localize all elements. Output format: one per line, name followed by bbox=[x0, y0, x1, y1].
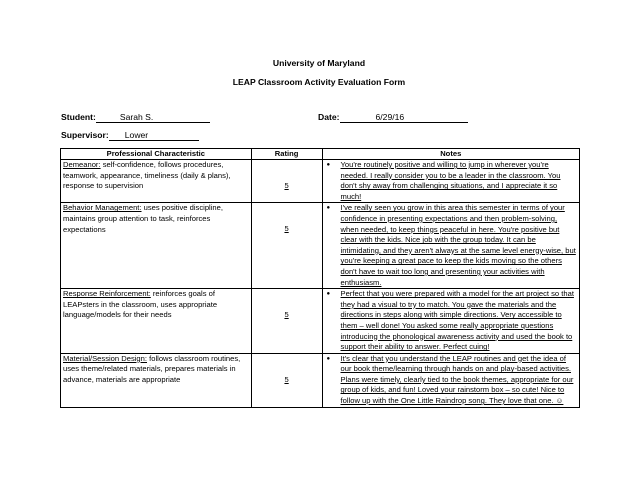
rating-value: 5 bbox=[284, 181, 289, 190]
bullet-icon: ● bbox=[326, 162, 331, 168]
rating-cell bbox=[251, 353, 322, 407]
notes-cell bbox=[322, 160, 579, 203]
note-text: Perfect that you were prepared with a model for the art project so that they had a visual to try to match. You gave the materials and the directions in steps along with simple directions. Very accessible to them – well done! You asked some really appropriate questions introducing the phonological awareness activity and used the book to support their ability to answer. Perfect cuing! bbox=[340, 289, 574, 352]
characteristic-desc: self-confidence, follows procedures, teamwork, appearance, timeliness (daily & plans), response to supervision bbox=[63, 160, 231, 191]
supervisor-label: Supervisor: bbox=[61, 130, 109, 140]
characteristic-desc: reinforces goals of LEAPsters in the classroom, uses appropriate language/models for their needs bbox=[63, 289, 218, 320]
student-field bbox=[61, 112, 210, 123]
characteristic-cell bbox=[61, 289, 252, 354]
student-label: Student: bbox=[61, 112, 96, 122]
evaluation-table bbox=[60, 148, 580, 408]
header-characteristic: Professional Characteristic bbox=[61, 149, 252, 160]
note-text: It's clear that you understand the LEAP routines and get the idea of our book theme/learning through hands on and play-based activities. Plans were timely, clearly tied to the book themes, appropriate for our group of kids, and fun! Loved your rainstorm box – so cute! Nice to follow up with the One Little Raindrop song. They love that one. ☺ bbox=[340, 353, 574, 406]
table-row bbox=[61, 203, 580, 289]
supervisor-field bbox=[61, 130, 199, 141]
characteristic-desc: uses positive discipline, maintains group attention to task, reinforces expectations bbox=[63, 203, 223, 234]
characteristic-desc: follows classroom routines, uses theme/related materials, prepares materials in advance, materials are appropriate bbox=[63, 353, 241, 384]
date-label: Date: bbox=[318, 112, 340, 122]
university-title: University of Maryland bbox=[272, 58, 366, 68]
form-title: LEAP Classroom Activity Evaluation Form bbox=[232, 77, 406, 87]
characteristic-label: Response Reinforcement: bbox=[63, 289, 151, 299]
characteristic-cell bbox=[61, 203, 252, 289]
characteristic-label: Behavior Management: bbox=[63, 203, 142, 213]
bullet-icon: ● bbox=[326, 291, 331, 298]
date-value: 6/29/16 bbox=[340, 113, 468, 123]
notes-cell bbox=[322, 353, 579, 407]
header-notes: Notes bbox=[322, 149, 579, 160]
characteristic-cell bbox=[61, 353, 252, 407]
notes-cell bbox=[322, 289, 579, 354]
characteristic-cell bbox=[61, 160, 252, 203]
table-header-row bbox=[61, 149, 580, 160]
rating-cell bbox=[251, 160, 322, 203]
rating-value: 5 bbox=[284, 310, 289, 320]
rating-cell bbox=[251, 203, 322, 289]
table-row bbox=[61, 160, 580, 203]
bullet-icon: ● bbox=[326, 355, 331, 362]
supervisor-value: Lower bbox=[109, 131, 199, 141]
bullet-icon: ● bbox=[326, 205, 331, 212]
table-row bbox=[61, 353, 580, 407]
note-text: I've really seen you grow in this area this semester in terms of your confidence in presenting expectations and then problem-solving, when needed, to keep things peaceful in here. You're positive but clear with the kids. Nice job with the group today. It can be intimidating, and they aren't always at the same level energy-wise, but you're keeping a great pace to keep the kids moving so the others don't have to wait too long and presenting your activities with enthusiasm. bbox=[340, 203, 576, 287]
header-rating: Rating bbox=[251, 149, 322, 160]
student-value: Sarah S. bbox=[96, 113, 210, 123]
characteristic-label: Material/Session Design: bbox=[63, 353, 147, 363]
characteristic-label: Demeanor: bbox=[63, 160, 101, 169]
date-field bbox=[318, 112, 468, 123]
rating-value: 5 bbox=[284, 374, 289, 384]
rating-value: 5 bbox=[284, 224, 289, 234]
table-row bbox=[61, 289, 580, 354]
rating-cell bbox=[251, 289, 322, 354]
note-text: You're routinely positive and willing to jump in wherever you're needed. I really consider you to be a leader in the classroom. You don't shy away from challenging situations, and I appreciate it so much! bbox=[340, 160, 561, 201]
notes-cell bbox=[322, 203, 579, 289]
